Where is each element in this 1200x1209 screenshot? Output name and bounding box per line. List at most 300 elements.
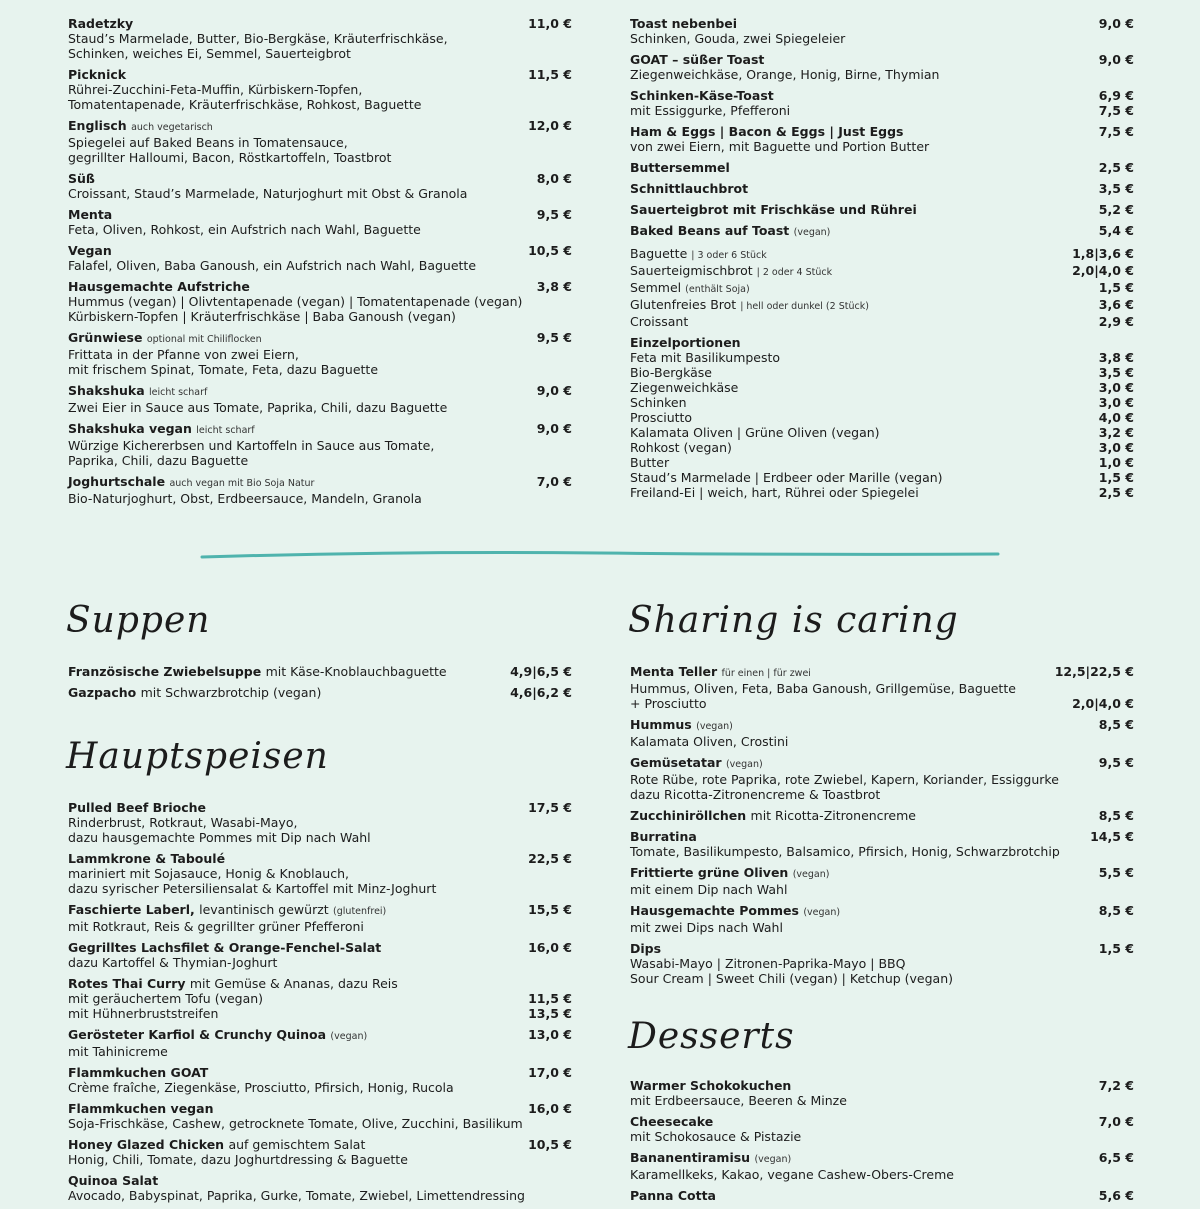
- item-name: Menta Teller: [630, 664, 718, 679]
- item-name: Picknick: [68, 67, 127, 82]
- item-price: 5,2 €: [1098, 202, 1134, 217]
- description-text: Croissant, Staud’s Marmelade, Naturjoghurt mit Obst & Granola: [68, 186, 468, 201]
- description-text: Zwei Eier in Sauce aus Tomate, Paprika, Chili, dazu Baguette: [68, 400, 448, 415]
- heading-desserts: Desserts: [628, 1016, 795, 1057]
- einzel-item: [630, 485, 1134, 500]
- item-name-row: [630, 160, 1134, 175]
- item-price: 3,5 €: [1098, 181, 1134, 196]
- bread-price: 1,8|3,6 €: [1072, 246, 1134, 261]
- item-note: (vegan): [792, 869, 830, 880]
- item-name: Baked Beans auf Toast: [630, 223, 790, 238]
- item-name-row: [630, 52, 1134, 67]
- einzel-item: [630, 425, 1134, 440]
- menu-item: [68, 474, 572, 506]
- description-text: Karamellkeks, Kakao, vegane Cashew-Obers-Creme: [630, 1167, 954, 1182]
- bread-price: 2,9 €: [1098, 314, 1134, 329]
- item-name-row: [68, 1101, 572, 1116]
- item-description: [68, 258, 572, 273]
- item-description: [68, 866, 572, 881]
- bread-item: [630, 297, 1134, 314]
- einzel-price: 3,8 €: [1098, 350, 1134, 365]
- breakfast-left-column: [68, 16, 572, 512]
- item-name: Süß: [68, 171, 95, 186]
- item-name: Gemüsetatar: [630, 755, 722, 770]
- item-name: Grünwiese: [68, 330, 143, 345]
- suppen-section: [68, 664, 572, 706]
- heading-sharing: Sharing is caring: [628, 600, 959, 641]
- description-text: Ziegenweichkäse, Orange, Honig, Birne, Thymian: [630, 67, 940, 82]
- item-name: Dips: [630, 941, 662, 956]
- description-text: Soja-Frischkäse, Cashew, getrocknete Tomate, Olive, Zucchini, Basilikum: [68, 1116, 523, 1131]
- item-name: Cheesecake: [630, 1114, 714, 1129]
- item-description: [68, 438, 572, 453]
- einzel-name: Freiland-Ei | weich, hart, Rührei oder Spiegelei: [630, 485, 919, 500]
- item-name-row: [630, 88, 1134, 103]
- item-name: Faschierte Laberl,: [68, 902, 195, 917]
- item-price: 9,0 €: [536, 383, 572, 398]
- soup-item: [68, 664, 572, 679]
- item-description: [630, 971, 1134, 986]
- item-description: [68, 135, 572, 150]
- item-description: [68, 1006, 572, 1021]
- item-name: Flammkuchen vegan: [68, 1101, 214, 1116]
- einzel-price: 3,0 €: [1098, 395, 1134, 410]
- item-name-row: [68, 940, 572, 955]
- description-text: Crème fraîche, Ziegenkäse, Prosciutto, Pfirsich, Honig, Rucola: [68, 1080, 454, 1095]
- item-price: 8,5 €: [1098, 903, 1134, 918]
- item-name-row: [630, 865, 1134, 882]
- description-text: mit frischem Spinat, Tomate, Feta, dazu Baguette: [68, 362, 379, 377]
- item-name-row: [68, 421, 572, 438]
- description-text: Spiegelei auf Baked Beans in Tomatensauce,: [68, 135, 348, 150]
- item-description: [68, 362, 572, 377]
- item-name-row: [68, 383, 572, 400]
- menu-item: [68, 1173, 572, 1203]
- item-price: 9,5 €: [536, 330, 572, 345]
- description-text: Rinderbrust, Rotkraut, Wasabi-Mayo,: [68, 815, 298, 830]
- menu-item: [630, 829, 1134, 859]
- menu-item: [630, 865, 1134, 897]
- item-description: [630, 1093, 1134, 1108]
- einzel-price: 1,0 €: [1098, 455, 1134, 470]
- bread-item: [630, 280, 1134, 297]
- menu-item: [68, 940, 572, 970]
- item-name: Schinken-Käse-Toast: [630, 88, 774, 103]
- item-name-row: [68, 330, 572, 347]
- menu-item: [630, 202, 1134, 217]
- item-name: Warmer Schokokuchen: [630, 1078, 792, 1093]
- einzelportionen: [630, 335, 1134, 500]
- item-description: [68, 919, 572, 934]
- menu-item: [68, 1065, 572, 1095]
- description-text: mit Essiggurke, Pfefferoni: [630, 103, 791, 118]
- menu-item: [630, 1078, 1134, 1108]
- bread-name: Glutenfreies Brot: [630, 297, 737, 312]
- item-note: (vegan): [725, 759, 763, 770]
- bread-price: 2,0|4,0 €: [1072, 263, 1134, 278]
- einzel-name: Staud’s Marmelade | Erdbeer oder Marille (vegan): [630, 470, 943, 485]
- item-price: 17,5 €: [528, 800, 572, 815]
- item-name-row: [68, 243, 572, 258]
- item-price: 12,0 €: [528, 118, 572, 133]
- item-note: auch vegan mit Bio Soja Natur: [169, 478, 315, 489]
- item-price: 7,2 €: [1098, 1078, 1134, 1093]
- menu-item: [68, 800, 572, 845]
- item-note: (vegan): [330, 1031, 368, 1042]
- menu-item: [630, 1114, 1134, 1144]
- einzel-item: [630, 365, 1134, 380]
- item-price: 6,5 €: [1098, 1150, 1134, 1165]
- item-price: 11,0 €: [528, 16, 572, 31]
- item-name-row: [68, 207, 572, 222]
- item-price: 8,5 €: [1098, 808, 1134, 823]
- item-name-row: [630, 1150, 1134, 1167]
- einzel-item: [630, 350, 1134, 365]
- item-price: 2,5 €: [1098, 160, 1134, 175]
- item-name: Flammkuchen GOAT: [68, 1065, 209, 1080]
- item-description: [630, 696, 1134, 711]
- einzel-item: [630, 455, 1134, 470]
- menu-item: [630, 903, 1134, 935]
- menu-item: [68, 67, 572, 112]
- description-text: Staud’s Marmelade, Butter, Bio-Bergkäse, Kräuterfrischkäse,: [68, 31, 448, 46]
- item-description: [68, 222, 572, 237]
- description-text: dazu syrischer Petersiliensalat & Kartoffel mit Minz-Joghurt: [68, 881, 437, 896]
- menu-item: [68, 421, 572, 468]
- menu-item: [630, 16, 1134, 46]
- item-description: [630, 67, 1134, 82]
- item-price: 16,0 €: [528, 940, 572, 955]
- item-name-row: [630, 829, 1134, 844]
- item-note: optional mit Chiliflocken: [146, 334, 262, 345]
- item-price: 7,5 €: [1098, 124, 1134, 139]
- item-description: [68, 815, 572, 830]
- einzel-name: Ziegenweichkäse: [630, 380, 739, 395]
- description-text: Honig, Chili, Tomate, dazu Joghurtdressing & Baguette: [68, 1152, 408, 1167]
- item-name-row: [630, 124, 1134, 139]
- menu-item: [630, 1188, 1134, 1203]
- item-description: [68, 97, 572, 112]
- menu-item: [68, 976, 572, 1021]
- item-description: [68, 347, 572, 362]
- bread-price: 1,5 €: [1098, 280, 1134, 295]
- item-name: Hausgemachte Aufstriche: [68, 279, 250, 294]
- item-description: [68, 82, 572, 97]
- description-text: mit geräuchertem Tofu (vegan): [68, 991, 264, 1006]
- description-text: gegrillter Halloumi, Bacon, Röstkartoffeln, Toastbrot: [68, 150, 392, 165]
- item-name: Quinoa Salat: [68, 1173, 159, 1188]
- item-extra: mit Ricotta-Zitronencreme: [750, 808, 916, 823]
- item-description: [68, 186, 572, 201]
- item-price: 1,5 €: [1098, 941, 1134, 956]
- item-name-row: [630, 202, 1134, 217]
- bread-name: Sauerteigmischbrot: [630, 263, 753, 278]
- item-price: 10,5 €: [528, 1137, 572, 1152]
- bread-item: [630, 246, 1134, 263]
- line-price: 7,5 €: [1098, 103, 1134, 118]
- item-name: Frittierte grüne Oliven: [630, 865, 789, 880]
- item-name: Menta: [68, 207, 113, 222]
- item-price: 17,0 €: [528, 1065, 572, 1080]
- line-price: 2,0|4,0 €: [1072, 696, 1134, 711]
- item-name-row: [630, 16, 1134, 31]
- einzel-item: [630, 395, 1134, 410]
- bread-note: | 2 oder 4 Stück: [756, 267, 833, 278]
- item-note: für einen | für zwei: [721, 668, 811, 679]
- einzel-price: 3,0 €: [1098, 380, 1134, 395]
- line-price: 13,5 €: [528, 1006, 572, 1021]
- einzel-price: 2,5 €: [1098, 485, 1134, 500]
- item-name: Gerösteter Karfiol & Crunchy Quinoa: [68, 1027, 327, 1042]
- item-price: 6,9 €: [1098, 88, 1134, 103]
- einzel-price: 3,5 €: [1098, 365, 1134, 380]
- item-description: [630, 1167, 1134, 1182]
- item-name: Hausgemachte Pommes: [630, 903, 799, 918]
- description-text: mit Rotkraut, Reis & gegrillter grüner Pfefferoni: [68, 919, 364, 934]
- item-price: 14,5 €: [1090, 829, 1134, 844]
- item-description: [68, 955, 572, 970]
- item-name-row: [630, 941, 1134, 956]
- description-text: Tomatentapenade, Kräuterfrischkäse, Rohkost, Baguette: [68, 97, 422, 112]
- item-price: 5,4 €: [1098, 223, 1134, 238]
- item-note: leicht scharf: [149, 387, 208, 398]
- breakfast-right-column: [630, 16, 1134, 500]
- item-name: Panna Cotta: [630, 1188, 716, 1203]
- item-description: [68, 491, 572, 506]
- item-name: Rotes Thai Curry: [68, 976, 186, 991]
- item-description: [630, 920, 1134, 935]
- description-text: mit Hühnerbruststreifen: [68, 1006, 219, 1021]
- menu-item: [68, 1101, 572, 1131]
- einzel-price: 4,0 €: [1098, 410, 1134, 425]
- description-text: Schinken, Gouda, zwei Spiegeleier: [630, 31, 846, 46]
- description-text: mit Tahinicreme: [68, 1044, 168, 1059]
- item-name: Joghurtschale: [68, 474, 166, 489]
- menu-item: [68, 1027, 572, 1059]
- bread-name: Croissant: [630, 314, 689, 329]
- item-price: 9,0 €: [1098, 16, 1134, 31]
- item-name: Zucchiniröllchen: [630, 808, 747, 823]
- item-description: [68, 31, 572, 46]
- bread-note: (enthält Soja): [685, 284, 750, 295]
- menu-item: [630, 664, 1134, 711]
- item-name-row: [68, 16, 572, 31]
- menu-item: [630, 1150, 1134, 1182]
- item-description: [68, 1116, 572, 1131]
- item-extra: mit Gemüse & Ananas, dazu Reis: [189, 976, 398, 991]
- item-name: Ham & Eggs | Bacon & Eggs | Just Eggs: [630, 124, 904, 139]
- item-description: [630, 787, 1134, 802]
- item-name: GOAT – süßer Toast: [630, 52, 765, 67]
- item-price: 16,0 €: [528, 1101, 572, 1116]
- item-price: 11,5 €: [528, 67, 572, 82]
- item-name: Buttersemmel: [630, 160, 730, 175]
- soup-extra: mit Käse-Knoblauchbaguette: [265, 664, 447, 679]
- item-name: Radetzky: [68, 16, 134, 31]
- item-name-row: [68, 1173, 572, 1188]
- item-description: [68, 453, 572, 468]
- menu-item: [630, 124, 1134, 154]
- item-name-row: [68, 976, 572, 991]
- item-name-row: [630, 717, 1134, 734]
- item-name: Vegan: [68, 243, 112, 258]
- description-text: Rührei-Zucchini-Feta-Muffin, Kürbiskern-Topfen,: [68, 82, 363, 97]
- description-text: Frittata in der Pfanne von zwei Eiern,: [68, 347, 299, 362]
- menu-item: [630, 88, 1134, 118]
- menu-item: [68, 207, 572, 237]
- item-description: [630, 103, 1134, 118]
- item-name: Pulled Beef Brioche: [68, 800, 207, 815]
- item-name: Toast nebenbei: [630, 16, 738, 31]
- menu-item: [630, 717, 1134, 749]
- einzel-price: 3,0 €: [1098, 440, 1134, 455]
- einzel-name: Schinken: [630, 395, 687, 410]
- description-text: Kürbiskern-Topfen | Kräuterfrischkäse | Baba Ganoush (vegan): [68, 309, 456, 324]
- item-price: 8,0 €: [536, 171, 572, 186]
- item-name: Englisch: [68, 118, 127, 133]
- item-price: 7,0 €: [1098, 1114, 1134, 1129]
- soup-name: Französische Zwiebelsuppe: [68, 664, 262, 679]
- item-name: Burratina: [630, 829, 697, 844]
- einzel-price: 1,5 €: [1098, 470, 1134, 485]
- description-text: Paprika, Chili, dazu Baguette: [68, 453, 249, 468]
- item-name: Schnittlauchbrot: [630, 181, 749, 196]
- bread-note: | 3 oder 6 Stück: [691, 250, 767, 261]
- heading-suppen: Suppen: [66, 600, 211, 641]
- item-price: 9,0 €: [536, 421, 572, 436]
- einzel-name: Butter: [630, 455, 670, 470]
- item-name-row: [630, 903, 1134, 920]
- description-text: Feta, Oliven, Rohkost, ein Aufstrich nach Wahl, Baguette: [68, 222, 421, 237]
- einzel-name: Bio-Bergkäse: [630, 365, 712, 380]
- description-text: mit Erdbeersauce, Beeren & Minze: [630, 1093, 847, 1108]
- item-name-row: [630, 223, 1134, 240]
- heading-hauptspeisen: Hauptspeisen: [66, 736, 329, 777]
- item-note: (vegan): [754, 1154, 792, 1165]
- item-price: 9,5 €: [1098, 755, 1134, 770]
- description-text: Kalamata Oliven, Crostini: [630, 734, 789, 749]
- menu-item: [630, 808, 1134, 823]
- description-text: dazu hausgemachte Pommes mit Dip nach Wahl: [68, 830, 371, 845]
- description-text: Falafel, Oliven, Baba Ganoush, ein Aufstrich nach Wahl, Baguette: [68, 258, 477, 273]
- soup-price: 4,9|6,5 €: [510, 664, 572, 679]
- item-name-row: [68, 1065, 572, 1080]
- item-note: (vegan): [803, 907, 841, 918]
- item-price: 7,0 €: [536, 474, 572, 489]
- item-price: 22,5 €: [528, 851, 572, 866]
- description-text: Sour Cream | Sweet Chili (vegan) | Ketchup (vegan): [630, 971, 954, 986]
- item-name-row: [68, 851, 572, 866]
- item-name-row: [630, 664, 1134, 681]
- item-note: (vegan): [793, 227, 831, 238]
- description-text: mariniert mit Sojasauce, Honig & Knoblauch,: [68, 866, 349, 881]
- description-text: dazu Kartoffel & Thymian-Joghurt: [68, 955, 278, 970]
- item-extra: auf gemischtem Salat: [228, 1137, 366, 1152]
- item-note: (glutenfrei): [333, 906, 387, 917]
- item-name: Honey Glazed Chicken: [68, 1137, 225, 1152]
- item-name-row: [630, 808, 1134, 823]
- menu-item: [68, 1137, 572, 1167]
- item-name-row: [68, 279, 572, 294]
- item-description: [68, 991, 572, 1006]
- soup-name: Gazpacho: [68, 685, 137, 700]
- menu-item: [630, 52, 1134, 82]
- menu-item: [630, 181, 1134, 196]
- item-description: [630, 844, 1134, 859]
- item-note: leicht scharf: [196, 425, 255, 436]
- description-text: Hummus (vegan) | Olivtentapenade (vegan) | Tomatentapenade (vegan): [68, 294, 523, 309]
- menu-item: [68, 383, 572, 415]
- description-text: Tomate, Basilikumpesto, Balsamico, Pfirsich, Honig, Schwarzbrotchip: [630, 844, 1060, 859]
- description-text: mit einem Dip nach Wahl: [630, 882, 788, 897]
- item-description: [630, 681, 1134, 696]
- bread-item: [630, 314, 1134, 329]
- item-name-row: [630, 181, 1134, 196]
- bread-item: [630, 263, 1134, 280]
- einzel-title-row: [630, 335, 1134, 350]
- bread-list: [630, 246, 1134, 329]
- einzel-title: Einzelportionen: [630, 335, 741, 350]
- item-price: 9,0 €: [1098, 52, 1134, 67]
- item-description: [68, 1044, 572, 1059]
- item-description: [630, 882, 1134, 897]
- item-description: [630, 31, 1134, 46]
- item-description: [68, 150, 572, 165]
- description-text: Hummus, Oliven, Feta, Baba Ganoush, Grillgemüse, Baguette: [630, 681, 1016, 696]
- item-price: 10,5 €: [528, 243, 572, 258]
- item-name: Shakshuka: [68, 383, 145, 398]
- item-description: [630, 956, 1134, 971]
- item-description: [68, 1152, 572, 1167]
- menu-item: [630, 941, 1134, 986]
- item-description: [630, 139, 1134, 154]
- item-description: [68, 881, 572, 896]
- einzel-name: Kalamata Oliven | Grüne Oliven (vegan): [630, 425, 880, 440]
- item-name: Lammkrone & Taboulé: [68, 851, 226, 866]
- menu-item: [630, 160, 1134, 175]
- menu-item: [68, 851, 572, 896]
- hauptspeisen-section: [68, 800, 572, 1209]
- einzel-name: Feta mit Basilikumpesto: [630, 350, 781, 365]
- item-description: [630, 772, 1134, 787]
- description-text: Avocado, Babyspinat, Paprika, Gurke, Tomate, Zwiebel, Limettendressing: [68, 1188, 525, 1203]
- menu-item: [68, 902, 572, 934]
- einzel-price: 3,2 €: [1098, 425, 1134, 440]
- description-text: + Prosciutto: [630, 696, 707, 711]
- description-text: dazu Ricotta-Zitronencreme & Toastbrot: [630, 787, 881, 802]
- section-divider: [200, 548, 1000, 562]
- menu-item: [68, 279, 572, 324]
- item-name-row: [68, 1137, 572, 1152]
- description-text: Schinken, weiches Ei, Semmel, Sauerteigbrot: [68, 46, 351, 61]
- item-price: 9,5 €: [536, 207, 572, 222]
- item-description: [630, 734, 1134, 749]
- bread-note: | hell oder dunkel (2 Stück): [740, 301, 869, 312]
- description-text: von zwei Eiern, mit Baguette und Portion Butter: [630, 139, 930, 154]
- einzel-name: Rohkost (vegan): [630, 440, 732, 455]
- description-text: mit Schokosauce & Pistazie: [630, 1129, 802, 1144]
- item-name-row: [68, 800, 572, 815]
- soup-price: 4,6|6,2 €: [510, 685, 572, 700]
- description-text: Würzige Kichererbsen und Kartoffeln in Sauce aus Tomate,: [68, 438, 435, 453]
- description-text: mit zwei Dips nach Wahl: [630, 920, 783, 935]
- desserts-section: [630, 1078, 1134, 1209]
- einzel-item: [630, 470, 1134, 485]
- item-description: [68, 309, 572, 324]
- item-name-row: [630, 1188, 1134, 1203]
- menu-item: [68, 16, 572, 61]
- einzel-name: Prosciutto: [630, 410, 693, 425]
